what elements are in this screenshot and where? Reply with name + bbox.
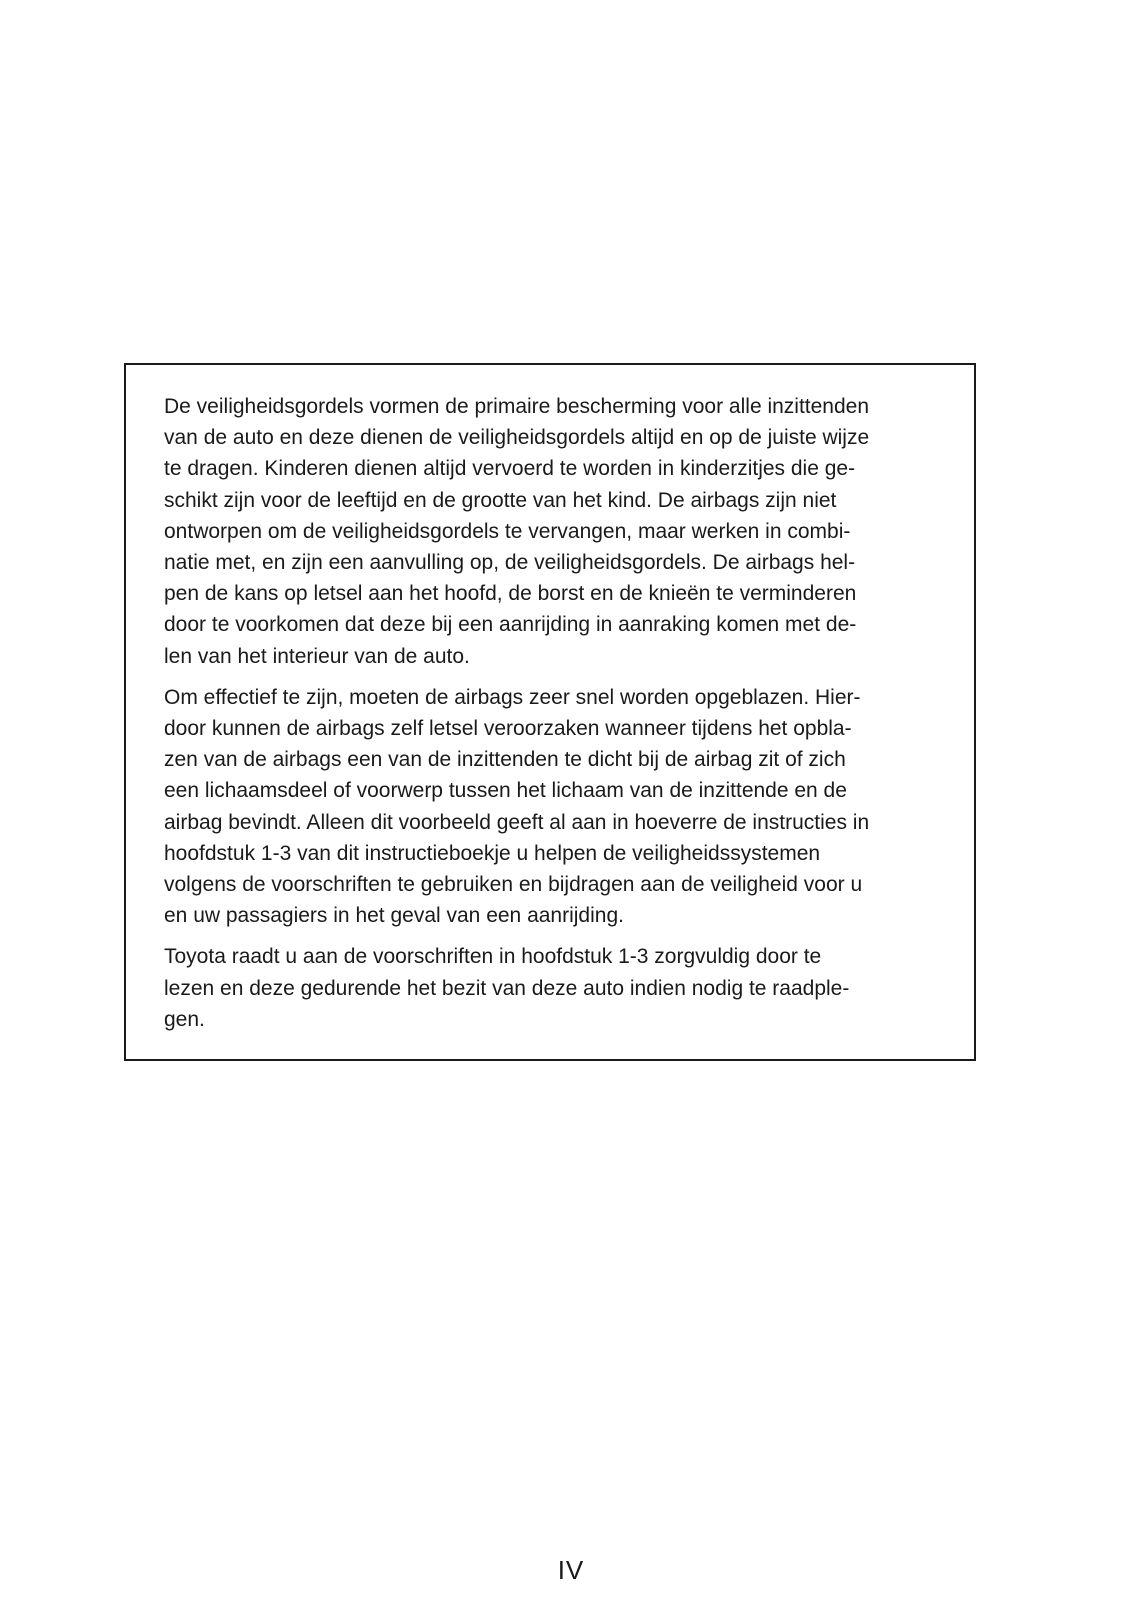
text-line: ontworpen om de veiligheidsgordels te vervangen, maar werken in combi- xyxy=(164,519,851,543)
text-line: door te voorkomen dat deze bij een aanrijding in aanraking komen met de- xyxy=(164,613,857,637)
text-line: schikt zijn voor de leeftijd en de grootte van het kind. De airbags zijn niet xyxy=(164,488,837,512)
text-line: airbag bevindt. Alleen dit voorbeeld geeft al aan in hoeverre de instructies in xyxy=(164,810,870,834)
text-line: hoofdstuk 1-3 van dit instructieboekje u helpen de veiligheidssystemen xyxy=(164,841,821,865)
notice-paragraph-3 xyxy=(164,941,934,1035)
text-line: zen van de airbags een van de inzittenden te dicht bij de airbag zit of zich xyxy=(164,748,846,772)
text-line: door kunnen de airbags zelf letsel veroorzaken wanneer tijdens het opbla- xyxy=(164,717,852,741)
text-line: len van het interieur van de auto. xyxy=(164,644,470,668)
text-line: gen. xyxy=(164,1007,205,1031)
notice-paragraph-2 xyxy=(164,682,934,932)
text-line: pen de kans op letsel aan het hoofd, de borst en de knieën te verminderen xyxy=(164,582,857,606)
text-line: Toyota raadt u aan de voorschriften in hoofdstuk 1-3 zorgvuldig door te xyxy=(164,945,822,969)
page-number: IV xyxy=(557,1555,585,1585)
text-line: en uw passagiers in het geval van een aanrijding. xyxy=(164,904,624,928)
text-line: volgens de voorschriften te gebruiken en bijdragen aan de veiligheid voor u xyxy=(164,873,863,897)
safety-notice-box xyxy=(124,363,976,1061)
text-line: te dragen. Kinderen dienen altijd vervoerd te worden in kinderzitjes die ge- xyxy=(164,457,856,481)
text-line: van de auto en deze dienen de veiligheidsgordels altijd en op de juiste wijze xyxy=(164,426,870,450)
notice-paragraph-1 xyxy=(164,391,934,672)
text-line: een lichaamsdeel of voorwerp tussen het lichaam van de inzittende en de xyxy=(164,779,847,803)
text-line: De veiligheidsgordels vormen de primaire bescherming voor alle inzittenden xyxy=(164,395,870,418)
text-line: Om effectief te zijn, moeten de airbags zeer snel worden opgeblazen. Hier- xyxy=(164,685,861,709)
text-line: lezen en deze gedurende het bezit van deze auto indien nodig te raadple- xyxy=(164,976,850,1000)
text-line: natie met, en zijn een aanvulling op, de veiligheidsgordels. De airbags hel- xyxy=(164,551,856,575)
